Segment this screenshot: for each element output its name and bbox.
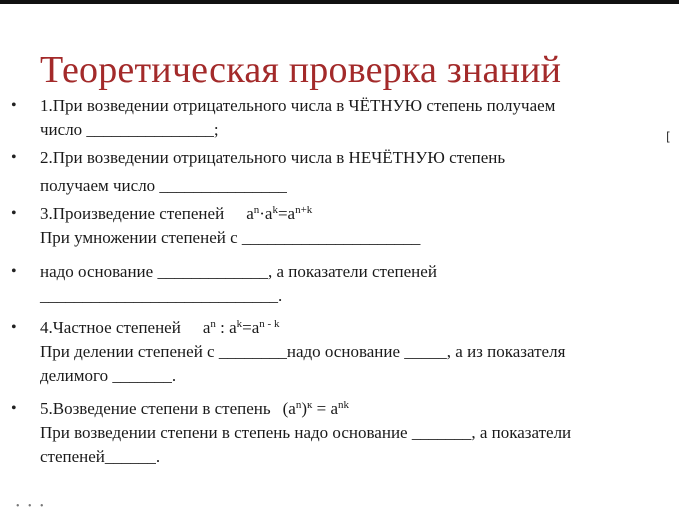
item-3-line-1: [40, 202, 312, 226]
bullet-marker: •: [11, 97, 17, 114]
item-5-line-1: [40, 316, 279, 340]
bullet-marker: •: [11, 149, 17, 166]
item-2-line-2: получаем число _______________: [40, 176, 287, 195]
item-2-line-1: 2.При возведении отрицательного числа в НЕЧЁТНУЮ степень: [40, 148, 506, 167]
bullet-marker: •: [11, 400, 17, 417]
item-1-line-2: число _______________;: [40, 120, 219, 139]
item-5-line-3: делимого _______.: [40, 366, 177, 385]
item-5-line-2: При делении степеней с ________надо основание _____, а из показателя: [40, 342, 566, 361]
item-4-line-2: ____________________________.: [40, 286, 283, 305]
item-6-label: 5.Возведение степени в степень: [40, 399, 271, 418]
top-border: [0, 0, 679, 4]
item-6-line-3: степеней______.: [40, 447, 161, 466]
item-6-line-1: [40, 397, 349, 421]
item-4-line-1: надо основание _____________, а показатели степеней: [40, 262, 437, 281]
power-formula: $(a^n)^к = a^{nk}$: [282, 399, 350, 418]
bullet-marker: •: [11, 263, 17, 280]
item-3-line-2: При умножении степеней с _____________________: [40, 228, 421, 247]
slide-title: Теоретическая проверка знаний: [40, 49, 562, 91]
bottom-edge-dots: • • •: [16, 501, 47, 512]
product-formula: $a^n\cdot a^k=a^{n+k}$: [246, 204, 313, 223]
item-6-line-2: При возведении степени в степень надо основание _______, а показатели: [40, 423, 572, 442]
item-5-label: 4.Частное степеней: [40, 318, 181, 337]
bullet-marker: •: [11, 319, 17, 336]
side-edge-mark: [: [666, 130, 671, 144]
item-3-label: 3.Произведение степеней: [40, 204, 225, 223]
bullet-marker: •: [11, 205, 17, 222]
quotient-formula: $a^n$ : $a^k=a^{n - k}$: [202, 318, 280, 337]
item-1-line-1: 1.При возведении отрицательного числа в ЧЁТНУЮ степень получаем: [40, 96, 556, 115]
